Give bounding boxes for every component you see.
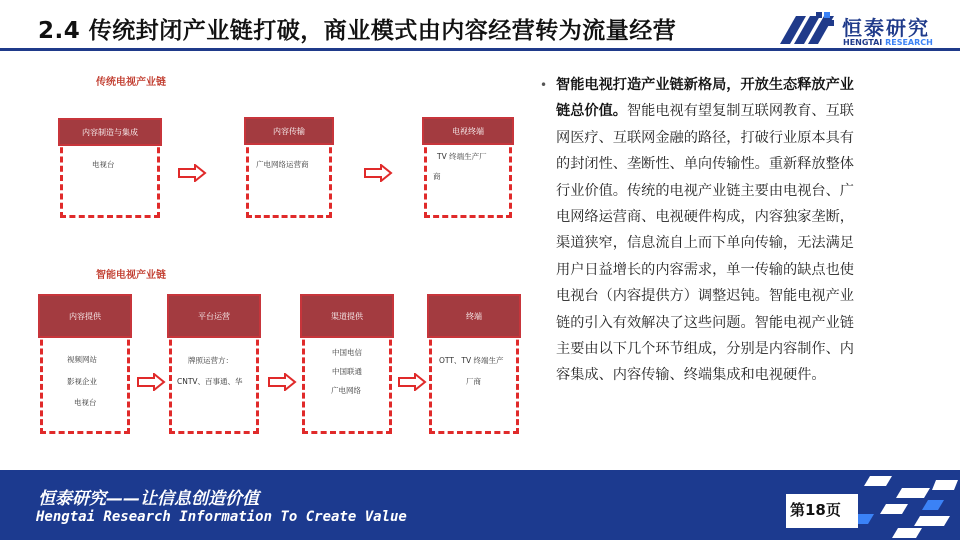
traditional-stage-2-box [246, 138, 332, 218]
footer-slogan-cn: 恒泰研究——让信息创造价值 [38, 489, 259, 509]
smart-stage-4-title: 终端 [427, 294, 521, 338]
smart-stage-4-line-1: OTT、TV 终端生产 [439, 356, 504, 365]
smart-stage-3-box [302, 322, 392, 434]
text-line: 链总价值。智能电视有望复制互联网教育、互联 [556, 103, 854, 120]
traditional-stage-3-line-2: 商 [433, 172, 441, 181]
arrow-right-icon [363, 164, 393, 182]
footer-slogan-en: Hengtai Research Information To Create Value [36, 509, 407, 525]
smart-stage-2-line-1: 牌照运营方： [188, 356, 233, 365]
footer-bar [0, 470, 960, 540]
text-line: 链的引入有效解决了这些问题。智能电视产业链 [556, 314, 854, 331]
smart-stage-3-line-1: 中国电信 [332, 348, 362, 357]
text-line: 用户日益增长的内容需求，单一传输的缺点也使 [556, 261, 854, 278]
page-title: 2.4 传统封闭产业链打破，商业模式由内容经营转为流量经营 [38, 18, 677, 44]
smart-stage-1-line-3: 电视台 [74, 398, 97, 407]
analysis-text [540, 72, 931, 389]
text-line: 智能电视打造产业链新格局，开放生态释放产业 [556, 77, 854, 93]
smart-stage-1-line-1: 视频网站 [67, 355, 97, 364]
smart-stage-3-title: 渠道提供 [300, 294, 394, 338]
traditional-chain-label: 传统电视产业链 [96, 77, 166, 88]
text-line: 电视台（内容提供方）调整迟钝。智能电视产业 [556, 288, 854, 305]
smart-chain-label: 智能电视产业链 [96, 270, 166, 281]
traditional-stage-3-line-1: TV 终端生产厂 [437, 152, 487, 161]
traditional-stage-1-title: 内容制造与集成 [58, 118, 162, 146]
smart-stage-1-line-2: 影视企业 [67, 377, 97, 386]
smart-stage-2-title: 平台运营 [167, 294, 261, 338]
arrow-right-icon [177, 164, 207, 182]
smart-stage-3-line-3: 广电网络 [331, 386, 361, 395]
logo-en: HENGTAI RESEARCH [843, 38, 933, 47]
bullet-icon: • [540, 78, 548, 92]
page-number: 第18页 [790, 501, 841, 519]
traditional-stage-2-title: 内容传输 [244, 117, 334, 145]
traditional-stage-2-line: 广电网络运营商 [256, 160, 309, 169]
footer-pattern-icon [840, 470, 960, 540]
arrow-right-icon [136, 373, 166, 391]
arrow-right-icon [397, 373, 427, 391]
traditional-stage-3-title: 电视终端 [422, 117, 514, 145]
text-line: 渠道狭窄，信息流自上而下单向传输，无法满足 [556, 235, 854, 252]
text-line: 主要由以下几个环节组成，分别是内容制作、内 [556, 341, 854, 358]
logo-cn: 恒泰研究 [842, 16, 930, 40]
text-line: 容集成、内容传输、终端集成和电视硬件。 [556, 367, 826, 384]
text-line: 电网络运营商、电视硬件构成，内容独家垄断， [556, 209, 854, 226]
traditional-stage-1-line: 电视台 [92, 160, 115, 169]
traditional-stage-1-box [60, 138, 160, 218]
smart-stage-3-line-2: 中国联通 [332, 367, 362, 376]
arrow-right-icon [267, 373, 297, 391]
smart-stage-4-line-2: 厂商 [466, 377, 481, 386]
text-line: 的封闭性、垄断性、单向传输性。重新释放整体 [556, 156, 854, 173]
text-line: 行业价值。传统的电视产业链主要由电视台、广 [556, 182, 854, 199]
text-line: 网医疗、互联网金融的路径，打破行业原本具有 [556, 129, 854, 146]
smart-stage-2-line-2: CNTV、百事通、华 [177, 377, 243, 386]
smart-stage-1-title: 内容提供 [38, 294, 132, 338]
